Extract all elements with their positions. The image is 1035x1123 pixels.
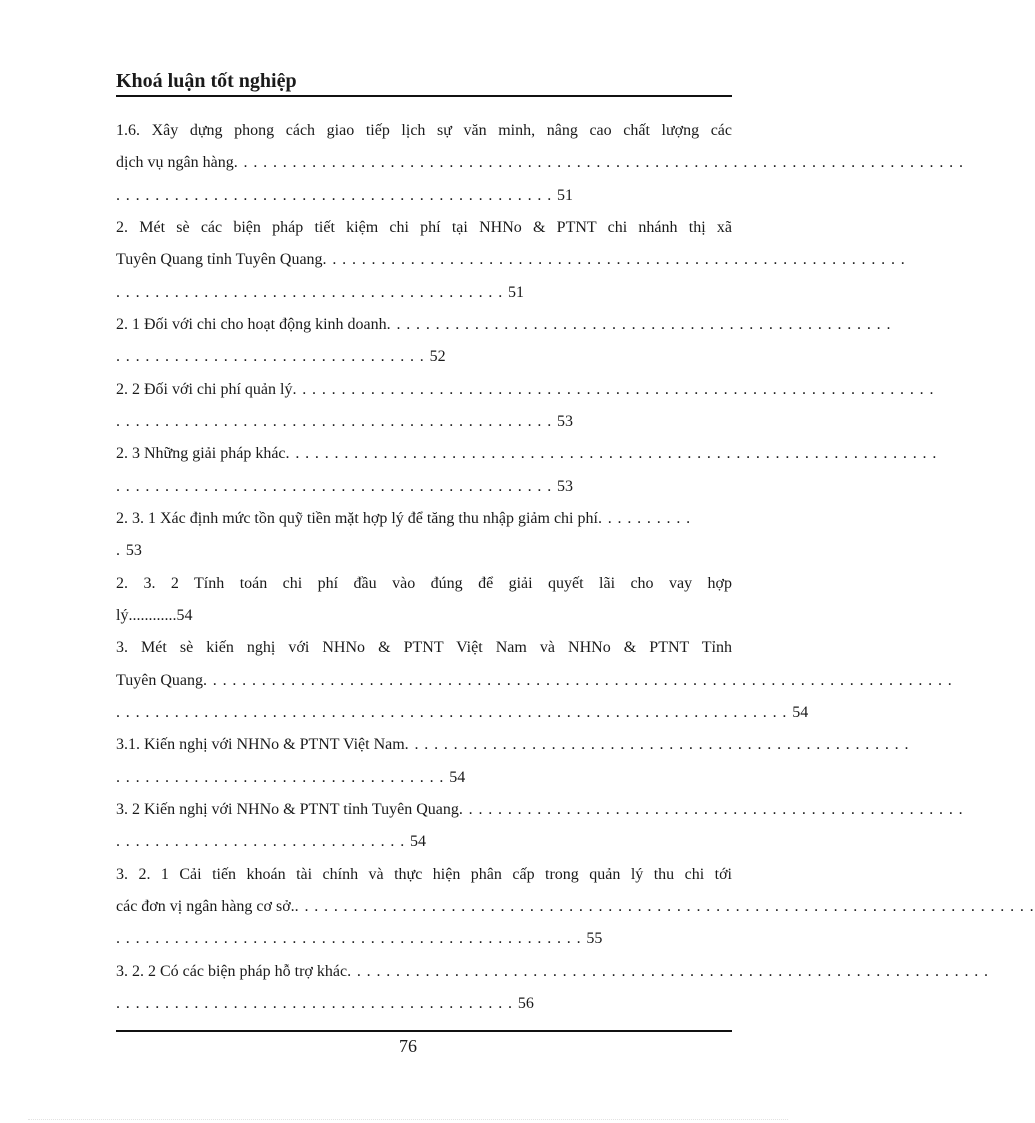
toc-entry-5-line-2 bbox=[116, 472, 732, 502]
dot-leader: . . . . . . . . . . . . . . . . . . . . . . . . . . . . . . . . . . . . . . . . . bbox=[116, 995, 518, 1012]
toc-entry-4-line-2 bbox=[116, 407, 732, 437]
toc-entry-8-title-end: Tuyên Quang bbox=[116, 672, 203, 689]
toc-entry-3-page: 52 bbox=[429, 348, 446, 365]
dot-leader: . . . . . . . . . . . . . . . . . . . . . . . . . . . . . . . . . . . . . . . . bbox=[116, 284, 508, 301]
toc-entry-10-page: 54 bbox=[410, 833, 426, 850]
toc-entry-11-line-3 bbox=[116, 924, 732, 954]
toc-entry-7-title-end: lý bbox=[116, 607, 129, 624]
toc-entry-11-line-1: 3. 2. 1 Cải tiến khoán tài chính và thực hiện phân cấp trong quản lý thu chi tới bbox=[116, 866, 732, 883]
dot-leader: . . . . . . . . . . . . . . . . . . . . . . . . . . . . . . . . . . . . . . . . . . . . . . . . . . . . . . . . . . . . . . . . . . bbox=[347, 963, 989, 980]
toc-entry-11-title-end: các đơn vị ngân hàng cơ sở. bbox=[116, 898, 295, 915]
toc-entry-7-line-2 bbox=[116, 601, 732, 631]
dot-leader: . . . . . . . . . . . . . . . . . . . . . . . . . . . . . . bbox=[116, 833, 410, 850]
toc-entry-3-title: 2. 1 Đối với chi cho hoạt động kinh doanh bbox=[116, 316, 387, 333]
toc-entry-9-line-2 bbox=[116, 763, 732, 793]
toc-entry-2-line-1: 2. Mét sè các biện pháp tiết kiệm chi phí tại NHNo & PTNT chi nhánh thị xã bbox=[116, 219, 732, 236]
toc-entry-1-line-1: 1.6. Xây dựng phong cách giao tiếp lịch sự văn minh, nâng cao chất lượng các bbox=[116, 122, 732, 139]
toc-entry-5-line-1 bbox=[116, 439, 938, 469]
header-title: Khoá luận tốt nghiệp bbox=[116, 70, 297, 92]
toc-entry-5-page: 53 bbox=[557, 478, 573, 495]
toc-entry-7-line-1: 2. 3. 2 Tính toán chi phí đầu vào đúng để giải quyết lãi cho vay hợp bbox=[116, 575, 732, 592]
toc-entry-3-line-1 bbox=[116, 310, 892, 340]
toc-entry-10-line-1 bbox=[116, 795, 964, 825]
toc-entry-6-page: 53 bbox=[125, 542, 142, 559]
dot-leader: . . . . . . . . . . . . . . . . . . . . . . . . . . . . . . . . . . . . . . . . . . . . . . . . . . . . bbox=[386, 316, 892, 333]
toc-entry-9-line-1 bbox=[116, 730, 910, 760]
toc-entry-2-line-3 bbox=[116, 278, 732, 308]
toc-entry-4-line-1 bbox=[116, 375, 935, 405]
toc-entry-8-page: 54 bbox=[792, 704, 809, 721]
dot-leader: . . . . . . . . . . . . . . . . . . . . . . . . . . . . . . . . . . . . . . . . . . . . . . . . . . . . . . . . . . . . . . . . . . bbox=[292, 381, 935, 398]
dot-leader: . . . . . . . . . . . . . . . . . . . . . . . . . . . . . . . . . . . . . . . . . . . . . . . . . . . . . . . . . . . . . . . . . . . . . . . . . . . . . bbox=[202, 672, 953, 689]
toc-entry-2-line-2 bbox=[116, 245, 906, 275]
page-number: 76 bbox=[399, 1036, 417, 1056]
toc-entry-5-title: 2. 3 Những giải pháp khác bbox=[116, 445, 286, 462]
toc-entry-4-title: 2. 2 Đối với chi phí quản lý bbox=[116, 381, 293, 398]
dot-leader: . . . . . . . . . . . . . . . . . . . . . . . . . . . . . . . . . . . . . . . . . . . . . . . . . . . . bbox=[404, 736, 910, 753]
toc-entry-12-page: 56 bbox=[517, 995, 534, 1012]
dot-leader: . . . . . . . . . . . . . . . . . . . . . . . . . . . . . . . . . . . . . . . . . . . . . . . . . . . . bbox=[458, 801, 964, 818]
dot-leader: . bbox=[116, 542, 126, 559]
toc-entry-9-title: 3.1. Kiến nghị với NHNo & PTNT Việt Nam bbox=[116, 736, 405, 753]
dot-leader: . . . . . . . . . . . . . . . . . . . . . . . . . . . . . . . . . . . . . . . . . . . . . bbox=[116, 413, 557, 430]
toc-entry-9-page: 54 bbox=[449, 769, 466, 786]
toc-entry-2-title-end: Tuyên Quang tỉnh Tuyên Quang bbox=[116, 251, 323, 268]
toc-entry-10-line-2 bbox=[116, 827, 732, 857]
toc-entry-11-line-2 bbox=[116, 892, 1035, 922]
toc-entry-1-page: 51 bbox=[557, 187, 573, 204]
page-bottom-dotted-border bbox=[28, 1119, 788, 1120]
dot-leader: . . . . . . . . . . . . . . . . . . . . . . . . . . . . . . . . . . . . . . . . . . . . . . . . . . . . . . . . . . . . . . . . . . . . . . . . . . . . bbox=[294, 898, 1035, 915]
footer-rule bbox=[116, 1030, 732, 1032]
toc-entry-12-title: 3. 2. 2 Có các biện pháp hỗ trợ khác bbox=[116, 963, 348, 980]
dot-leader: . . . . . . . . . . . . . . . . . . . . . . . . . . . . . . . . . . . . . . . . . . . . . . . . . . . . . . . . . . . . . . . . . . . . . bbox=[116, 704, 793, 721]
toc-entry-6-line-1 bbox=[116, 504, 732, 534]
toc-entry-12-line-1 bbox=[116, 957, 989, 987]
toc-entry-6-line-2 bbox=[116, 536, 732, 566]
toc-entry-4-page: 53 bbox=[557, 413, 573, 430]
dot-leader: . . . . . . . . . . . . . . . . . . . . . . . . . . . . . . . . . . . . . . . . . . . . . . . . . . . . . . . . . . . . . . . . . . . bbox=[285, 445, 938, 462]
toc-entry-1-title-end: dịch vụ ngân hàng bbox=[116, 154, 234, 171]
dot-leader: . . . . . . . . . . . . . . . . . . . . . . . . . . . . . . . . bbox=[116, 348, 430, 365]
dot-leader: . . . . . . . . . . bbox=[597, 510, 692, 527]
dot-leader: . . . . . . . . . . . . . . . . . . . . . . . . . . . . . . . . . . bbox=[116, 769, 450, 786]
toc-entry-6-title: 2. 3. 1 Xác định mức tồn quỹ tiền mặt hợp lý để tăng thu nhập giảm chi phí bbox=[116, 510, 598, 527]
page-header bbox=[116, 68, 732, 96]
dot-leader: . . . . . . . . . . . . . . . . . . . . . . . . . . . . . . . . . . . . . . . . . . . . . bbox=[116, 478, 557, 495]
toc-entry-2-page: 51 bbox=[508, 284, 524, 301]
toc-entry-8-line-1: 3. Mét sè kiến nghị với NHNo & PTNT Việt Nam và NHNo & PTNT Tỉnh bbox=[116, 639, 732, 656]
toc-entry-11-page: 55 bbox=[586, 930, 603, 947]
dot-leader: . . . . . . . . . . . . . . . . . . . . . . . . . . . . . . . . . . . . . . . . . . . . . . . . . . . . . . . . . . . . . . . . . . . . . . . . . . . bbox=[233, 154, 964, 171]
toc-entry-12-line-2 bbox=[116, 989, 732, 1019]
dot-leader: . . . . . . . . . . . . . . . . . . . . . . . . . . . . . . . . . . . . . . . . . . . . . . . . . . . . . . . . . . . . bbox=[322, 251, 906, 268]
toc-entry-8-line-2 bbox=[116, 666, 953, 696]
dot-leader: . . . . . . . . . . . . . . . . . . . . . . . . . . . . . . . . . . . . . . . . . . . . . bbox=[116, 187, 557, 204]
toc-entry-1-line-2 bbox=[116, 148, 964, 178]
toc-entry-7-page: 54 bbox=[176, 607, 193, 624]
toc-entry-1-line-3 bbox=[116, 181, 732, 211]
dot-leader: ............ bbox=[128, 607, 177, 624]
toc-entry-3-line-2 bbox=[116, 342, 732, 372]
toc-entry-10-title: 3. 2 Kiến nghị với NHNo & PTNT tỉnh Tuyên Quang bbox=[116, 801, 459, 818]
dot-leader: . . . . . . . . . . . . . . . . . . . . . . . . . . . . . . . . . . . . . . . . . . . . . . . . bbox=[116, 930, 587, 947]
toc-entry-8-line-3 bbox=[116, 698, 809, 728]
header-rule bbox=[116, 95, 732, 97]
